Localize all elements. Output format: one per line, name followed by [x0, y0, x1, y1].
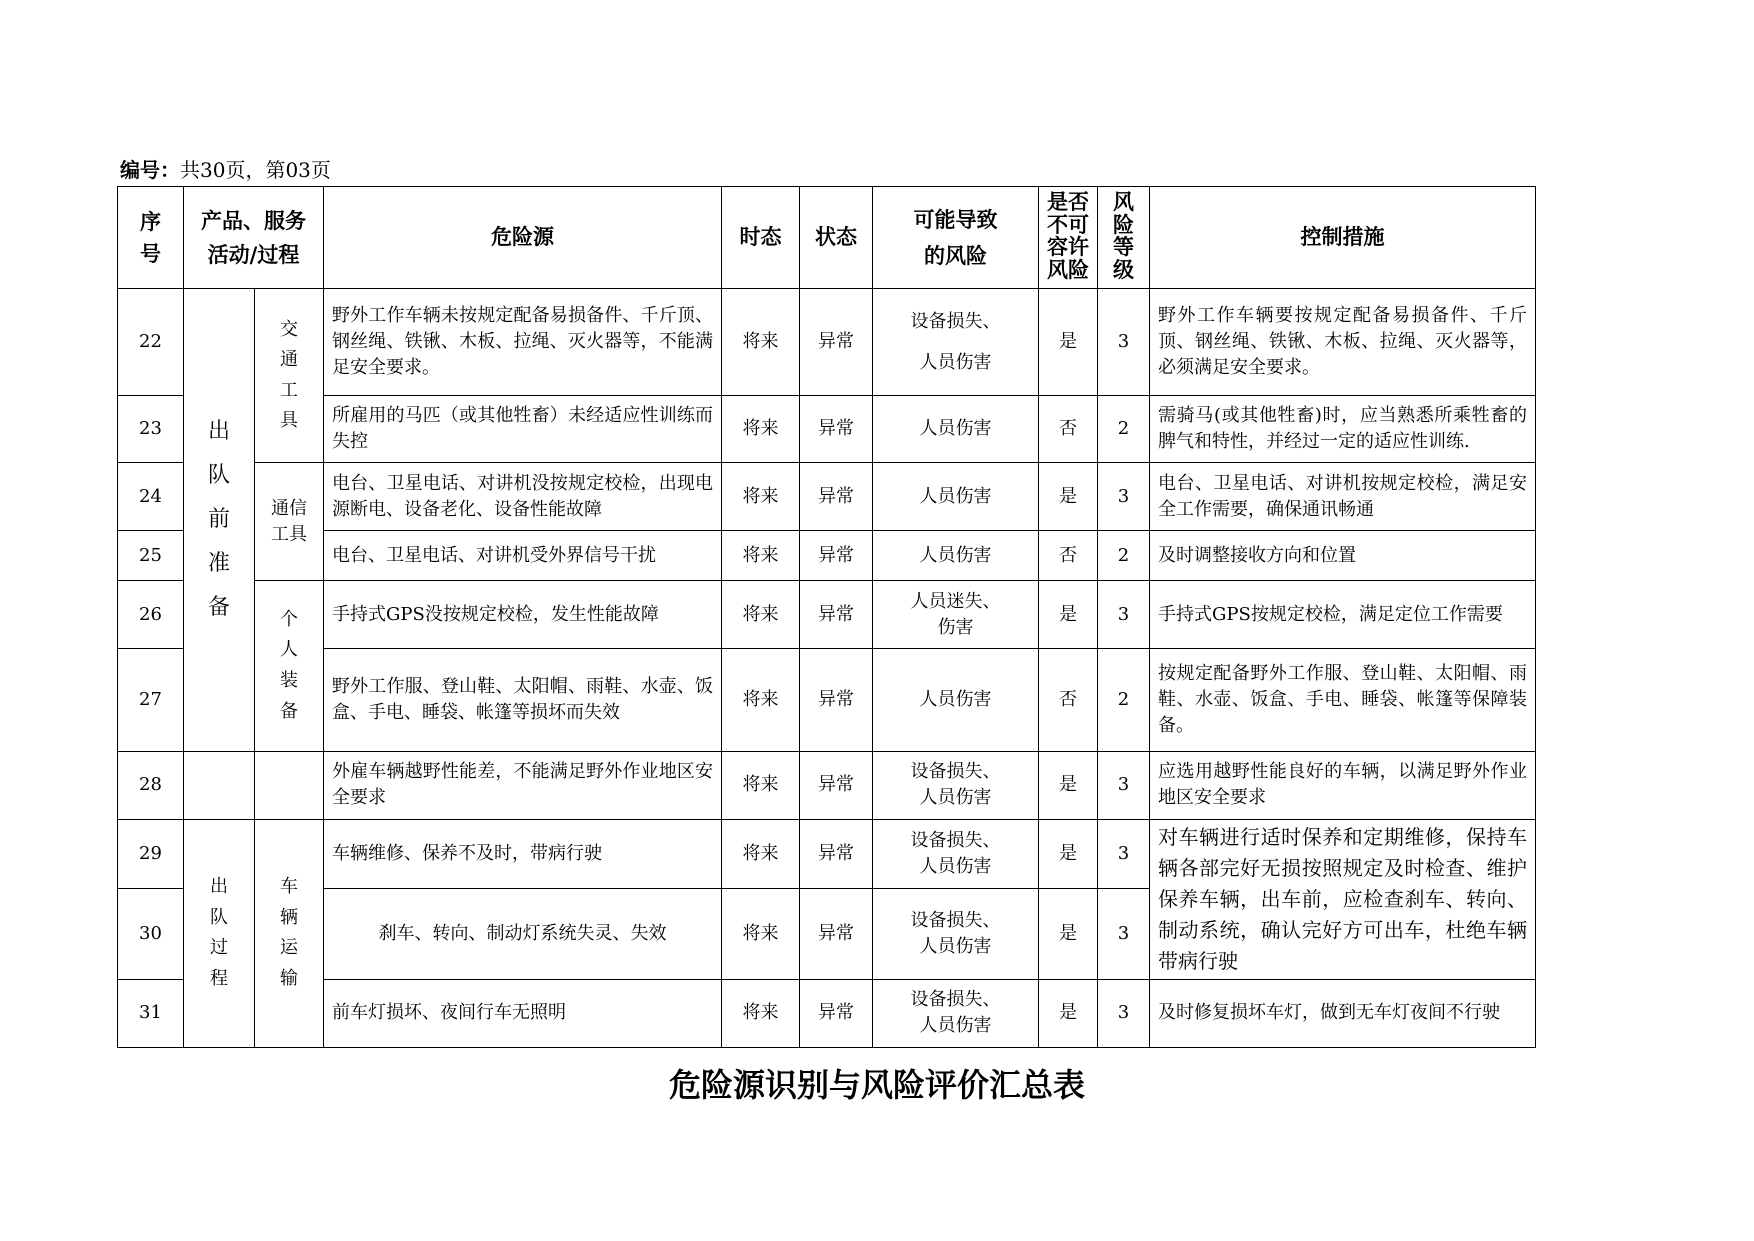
table-row: [118, 819, 1536, 888]
group-spacer: [184, 751, 255, 819]
risk-cell: 设备损失、人员伤害: [873, 888, 1039, 979]
subgroup-personal-gear: 个人装备: [255, 581, 324, 751]
risk-cell: 人员伤害: [873, 396, 1039, 463]
hazard-cell: 电台、卫星电话、对讲机受外界信号干扰: [324, 531, 722, 581]
hazard-cell: 外雇车辆越野性能差，不能满足野外作业地区安全要求: [324, 751, 722, 819]
risk-cell: 人员伤害: [873, 649, 1039, 751]
table-row: [118, 649, 1536, 751]
col-hazard: 危险源: [324, 187, 722, 289]
hazard-cell: 野外工作车辆未按规定配备易损备件、千斤顶、钢丝绳、铁锹、木板、拉绳、灭火器等，不能满足安全要求。: [324, 289, 722, 396]
table-row: [118, 396, 1536, 463]
intolerable-cell: 是: [1039, 979, 1098, 1047]
page-header: [120, 154, 331, 183]
intolerable-cell: 是: [1039, 751, 1098, 819]
table-row: [118, 289, 1536, 396]
table-row: [118, 531, 1536, 581]
control-cell: 野外工作车辆要按规定配备易损备件、千斤顶、钢丝绳、铁锹、木板、拉绳、灭火器等，必须满足安全要求。: [1150, 289, 1536, 396]
level-cell: 3: [1098, 888, 1150, 979]
table-row: [118, 751, 1536, 819]
hazard-cell: 前车灯损坏、夜间行车无照明: [324, 979, 722, 1047]
state-cell: 异常: [800, 531, 873, 581]
subgroup-spacer: [255, 751, 324, 819]
seq-cell: 23: [118, 396, 184, 463]
group-during-departure: 出队过程: [184, 819, 255, 1047]
subgroup-vehicle-transport: 车辆运输: [255, 819, 324, 1047]
col-control: 控制措施: [1150, 187, 1536, 289]
level-cell: 2: [1098, 649, 1150, 751]
state-cell: 异常: [800, 819, 873, 888]
intolerable-cell: 是: [1039, 463, 1098, 531]
page-info: 共30页，第03页: [180, 158, 331, 182]
state-cell: 异常: [800, 751, 873, 819]
control-cell: 及时修复损坏车灯，做到无车灯夜间不行驶: [1150, 979, 1536, 1047]
risk-cell: 人员迷失、伤害: [873, 581, 1039, 649]
header-row: [118, 187, 1536, 289]
control-cell: 按规定配备野外工作服、登山鞋、太阳帽、雨鞋、水壶、饭盒、手电、睡袋、帐篷等保障装备。: [1150, 649, 1536, 751]
state-cell: 异常: [800, 581, 873, 649]
control-cell: 及时调整接收方向和位置: [1150, 531, 1536, 581]
tense-cell: 将来: [722, 396, 800, 463]
hazard-cell: 车辆维修、保养不及时，带病行驶: [324, 819, 722, 888]
table-row: [118, 463, 1536, 531]
col-risk: 可能导致的风险: [873, 187, 1039, 289]
state-cell: 异常: [800, 463, 873, 531]
intolerable-cell: 是: [1039, 819, 1098, 888]
level-cell: 3: [1098, 751, 1150, 819]
col-seq: 序号: [118, 187, 184, 289]
seq-cell: 26: [118, 581, 184, 649]
level-cell: 2: [1098, 531, 1150, 581]
seq-cell: 22: [118, 289, 184, 396]
risk-table: [117, 186, 1536, 1048]
hazard-cell: 野外工作服、登山鞋、太阳帽、雨鞋、水壶、饭盒、手电、睡袋、帐篷等损坏而失效: [324, 649, 722, 751]
hazard-cell: 刹车、转向、制动灯系统失灵、失效: [324, 888, 722, 979]
risk-cell: 设备损失、人员伤害: [873, 819, 1039, 888]
table-row: [118, 979, 1536, 1047]
subgroup-transport-tools: 交通工具: [255, 289, 324, 463]
level-cell: 3: [1098, 979, 1150, 1047]
seq-cell: 31: [118, 979, 184, 1047]
hazard-cell: 所雇用的马匹（或其他牲畜）未经适应性训练而失控: [324, 396, 722, 463]
intolerable-cell: 否: [1039, 531, 1098, 581]
state-cell: 异常: [800, 289, 873, 396]
control-cell: 电台、卫星电话、对讲机按规定校检，满足安全工作需要，确保通讯畅通: [1150, 463, 1536, 531]
intolerable-cell: 否: [1039, 649, 1098, 751]
tense-cell: 将来: [722, 289, 800, 396]
risk-cell: 人员伤害: [873, 463, 1039, 531]
level-cell: 2: [1098, 396, 1150, 463]
risk-cell: 人员伤害: [873, 531, 1039, 581]
document-title: 危险源识别与风险评价汇总表: [668, 1066, 1085, 1104]
seq-cell: 29: [118, 819, 184, 888]
state-cell: 异常: [800, 649, 873, 751]
tense-cell: 将来: [722, 649, 800, 751]
group-before-departure: 出队前准备: [184, 289, 255, 751]
risk-cell: 设备损失、人员伤害: [873, 289, 1039, 396]
tense-cell: 将来: [722, 888, 800, 979]
col-intolerable: 是否不可容许风险: [1039, 187, 1098, 289]
hazard-cell: 电台、卫星电话、对讲机没按规定校检，出现电源断电、设备老化、设备性能故障: [324, 463, 722, 531]
level-cell: 3: [1098, 581, 1150, 649]
control-cell: 需骑马(或其他牲畜)时，应当熟悉所乘牲畜的脾气和特性，并经过一定的适应性训练.: [1150, 396, 1536, 463]
intolerable-cell: 是: [1039, 289, 1098, 396]
code-label: 编号：: [120, 158, 180, 182]
tense-cell: 将来: [722, 581, 800, 649]
risk-cell: 设备损失、人员伤害: [873, 751, 1039, 819]
level-cell: 3: [1098, 819, 1150, 888]
seq-cell: 24: [118, 463, 184, 531]
control-cell: 应选用越野性能良好的车辆，以满足野外作业地区安全要求: [1150, 751, 1536, 819]
intolerable-cell: 是: [1039, 581, 1098, 649]
state-cell: 异常: [800, 396, 873, 463]
subgroup-comm-tools: 通信工具: [255, 463, 324, 581]
intolerable-cell: 否: [1039, 396, 1098, 463]
seq-cell: 30: [118, 888, 184, 979]
level-cell: 3: [1098, 463, 1150, 531]
tense-cell: 将来: [722, 751, 800, 819]
control-cell: 对车辆进行适时保养和定期维修，保持车辆各部完好无损按照规定及时检查、维护保养车辆，出车前，应检查刹车、转向、制动系统，确认完好方可出车，杜绝车辆带病行驶: [1150, 819, 1536, 979]
control-cell: 手持式GPS按规定校检，满足定位工作需要: [1150, 581, 1536, 649]
risk-cell: 设备损失、人员伤害: [873, 979, 1039, 1047]
tense-cell: 将来: [722, 463, 800, 531]
seq-cell: 28: [118, 751, 184, 819]
seq-cell: 25: [118, 531, 184, 581]
seq-cell: 27: [118, 649, 184, 751]
col-tense: 时态: [722, 187, 800, 289]
intolerable-cell: 是: [1039, 888, 1098, 979]
col-state: 状态: [800, 187, 873, 289]
tense-cell: 将来: [722, 979, 800, 1047]
level-cell: 3: [1098, 289, 1150, 396]
col-level: 风险等级: [1098, 187, 1150, 289]
state-cell: 异常: [800, 979, 873, 1047]
hazard-cell: 手持式GPS没按规定校检，发生性能故障: [324, 581, 722, 649]
tense-cell: 将来: [722, 531, 800, 581]
tense-cell: 将来: [722, 819, 800, 888]
table-row: [118, 581, 1536, 649]
state-cell: 异常: [800, 888, 873, 979]
col-activity: 产品、服务活动/过程: [184, 187, 324, 289]
